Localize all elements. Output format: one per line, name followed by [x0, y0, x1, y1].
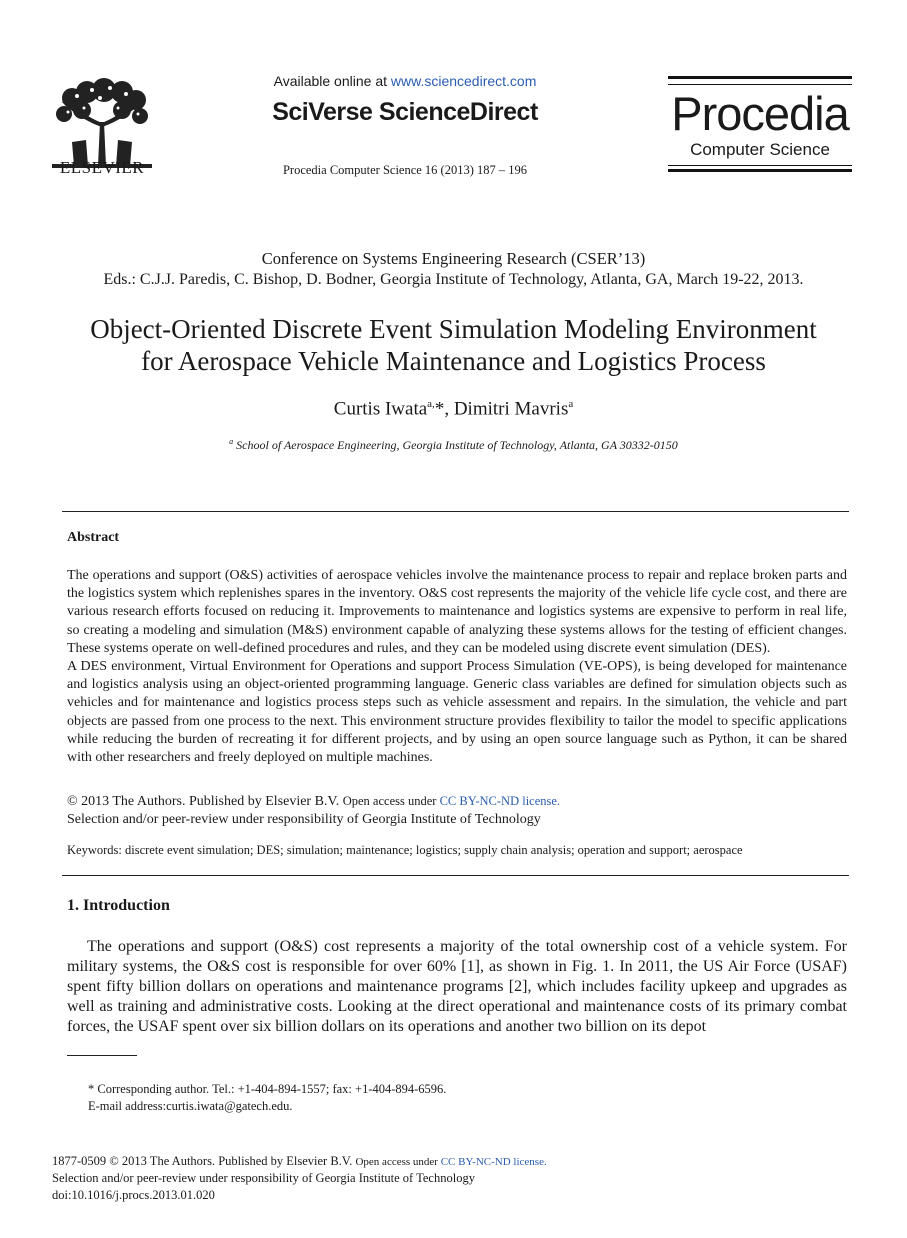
platform-name: SciVerse ScienceDirect [272, 98, 538, 126]
journal-logo-rule-bottom-thin [668, 165, 852, 166]
footer-copyright-line [52, 1154, 547, 1169]
footer-license-link[interactable]: CC BY-NC-ND license. [440, 1156, 547, 1168]
corresponding-author-mark: *, [434, 398, 454, 420]
footer-peer-review-line: Selection and/or peer-review under responsibility of Georgia Institute of Technology [52, 1171, 475, 1185]
introduction-heading: 1. Introduction [67, 897, 170, 914]
author-name: Curtis Iwata [333, 398, 428, 420]
author-affiliation-mark: a [568, 398, 574, 410]
open-access-label: Open access under [342, 794, 440, 808]
section-divider [62, 511, 849, 512]
journal-logo-rule-bottom [668, 169, 852, 172]
author-affiliation-mark: a, [427, 398, 435, 410]
affiliation-mark: a [229, 437, 234, 446]
affiliation [0, 437, 907, 453]
footer-open-access-label: Open access under [355, 1156, 441, 1168]
peer-review-line: Selection and/or peer-review under responsibility of Georgia Institute of Technology [67, 812, 541, 827]
section-divider [62, 875, 849, 876]
abstract-paragraph: A DES environment, Virtual Environment for Operations and support Process Simulation (VE-OPS), is being developed for maintenance and logistics analysis using an object-oriented programming language. Generic class variables are defined for simulation objects such as vehicles and for maintenance and logistics process steps such as vehicle assessment and repairs. In the simulation, the vehicle and part objects are passed from one process to the next. This environment structure provides flexibility to tailor the model to specific applications while reducing the burden of recreating it for different projects, and by using an open source language such as Python, it can be shared with other researchers and freely deployed on multiple machines. [67, 659, 847, 766]
sciencedirect-link[interactable]: www.sciencedirect.com [390, 73, 537, 89]
doi-line[interactable]: doi:10.1016/j.procs.2013.01.020 [52, 1188, 215, 1202]
author-name: Dimitri Mavris [453, 398, 569, 420]
license-link[interactable]: CC BY-NC-ND license. [439, 794, 561, 808]
conference-line: Conference on Systems Engineering Research (CSER’13) [261, 249, 646, 268]
affiliation-text: School of Aerospace Engineering, Georgia Institute of Technology, Atlanta, GA 30332-0150 [236, 438, 678, 452]
footnote-rule [67, 1055, 137, 1056]
copyright-line [67, 794, 847, 810]
abstract-body [67, 567, 847, 767]
footer-copyright-text: 1877-0509 © 2013 The Authors. Published by Elsevier B.V. [52, 1154, 356, 1168]
journal-logo-subtitle: Computer Science [690, 140, 830, 159]
elsevier-wordmark: ELSEVIER [59, 158, 145, 177]
journal-logo-rule-top-thin [668, 84, 852, 85]
journal-logo-title: Procedia [671, 87, 849, 140]
paper-title-line-1: Object-Oriented Discrete Event Simulation Modeling Environment [90, 314, 817, 344]
journal-logo-rule-top [668, 76, 852, 79]
email-footnote: E-mail address:curtis.iwata@gatech.edu. [88, 1099, 293, 1113]
copyright-text: © 2013 The Authors. Published by Elsevier B.V. [67, 794, 343, 809]
author-list [0, 398, 907, 420]
abstract-paragraph: The operations and support (O&S) activities of aerospace vehicles involve the maintenance process to repair and replace broken parts and the logistics system which replenishes spares in the inventory. O&S cost represents the majority of the vehicle life cycle cost, and there are various research efforts focused on reducing it. Improvements to maintenance and logistics systems are expensive to perform in real life, so creating a modeling and simulation (M&S) environment capable of analyzing these systems allows for the testing of efficient changes. These systems operate on well-defined procedures and rules, and they can be modeled using discrete event simulation (DES). [67, 568, 847, 656]
keywords-line: Keywords: discrete event simulation; DES; simulation; maintenance; logistics; supply chain analysis; operation and support; aerospace [67, 843, 743, 857]
introduction-paragraph: The operations and support (O&S) cost represents a majority of the total ownership cost of a vehicle system. For military systems, the O&S cost is responsible for over 60% [1], as shown in Fig. 1. In 2011, the US Air Force (USAF) spent fifty billion dollars on operations and maintenance programs [2], which includes facility upkeep and upgrades as well as training and administrative costs. Looking at the direct operational and maintenance costs of its primary combat forces, the USAF spent over six billion dollars on its operations and another two billion on its depot [67, 938, 847, 1035]
paper-title-line-2: for Aerospace Vehicle Maintenance and Logistics Process [141, 346, 766, 376]
available-online-label: Available online at [273, 73, 391, 89]
available-online-line [240, 73, 570, 89]
corresponding-author-footnote: * Corresponding author. Tel.: +1-404-894-1557; fax: +1-404-894-6596. [88, 1082, 447, 1096]
journal-reference: Procedia Computer Science 16 (2013) 187 – 196 [282, 163, 528, 177]
editors-line: Eds.: C.J.J. Paredis, C. Bishop, D. Bodner, Georgia Institute of Technology, Atlanta, GA, March 19-22, 2013. [103, 271, 804, 288]
paper-title [40, 313, 867, 377]
abstract-heading: Abstract [67, 530, 120, 545]
